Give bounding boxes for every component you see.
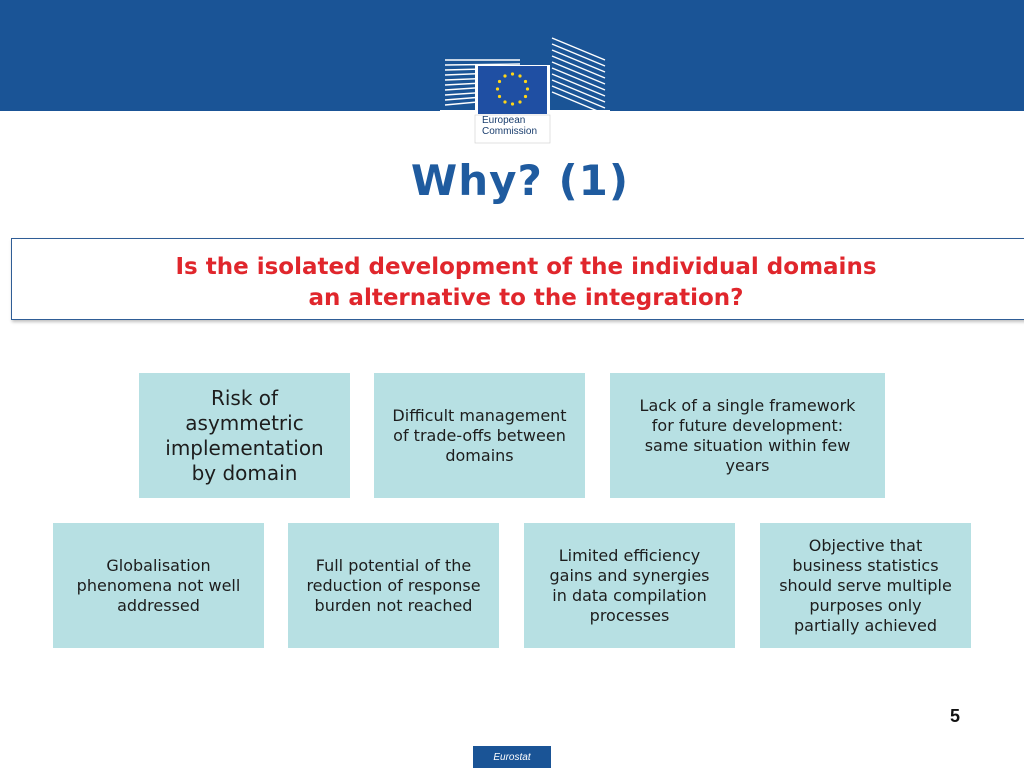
card-line: in data compilation bbox=[552, 585, 707, 605]
card-line: Lack of a single framework bbox=[639, 395, 856, 415]
card-line: reduction of response bbox=[306, 575, 481, 595]
card-line: burden not reached bbox=[314, 595, 473, 615]
card-line: partially achieved bbox=[793, 615, 937, 635]
question-text bbox=[11, 252, 1024, 314]
card-limited-efficiency bbox=[524, 523, 735, 648]
card-line: business statistics bbox=[792, 555, 939, 575]
card-line: by domain bbox=[191, 460, 298, 485]
card-risk-asymmetric bbox=[139, 373, 350, 498]
card-line: Difficult management bbox=[392, 405, 567, 425]
card-line: for future development: bbox=[651, 415, 844, 435]
card-response-burden bbox=[288, 523, 499, 648]
card-line: processes bbox=[589, 605, 670, 625]
card-line: domains bbox=[445, 445, 514, 465]
logo-text-line2: Commission bbox=[482, 126, 538, 137]
slide-title: Why? (1) bbox=[410, 156, 630, 205]
card-line: phenomena not well bbox=[76, 575, 241, 595]
card-line: addressed bbox=[117, 595, 200, 615]
logo-text bbox=[482, 115, 562, 137]
card-line: should serve multiple bbox=[779, 575, 952, 595]
question-line-2: an alternative to the integration? bbox=[308, 285, 744, 311]
card-line: of trade-offs between bbox=[393, 425, 566, 445]
card-lack-framework bbox=[610, 373, 885, 498]
card-line: purposes only bbox=[809, 595, 922, 615]
logo-text-line1: European bbox=[482, 115, 526, 126]
card-line: same situation within few bbox=[644, 435, 851, 455]
card-line: years bbox=[725, 455, 770, 475]
card-line: Objective that bbox=[808, 535, 923, 555]
question-line-1: Is the isolated development of the individual domains bbox=[175, 254, 877, 280]
card-difficult-management bbox=[374, 373, 585, 498]
eurostat-footer-tab: Eurostat bbox=[473, 746, 551, 768]
card-line: Limited efficiency bbox=[558, 545, 701, 565]
card-globalisation bbox=[53, 523, 264, 648]
card-line: asymmetric bbox=[185, 410, 304, 435]
card-line: Risk of bbox=[210, 385, 279, 410]
card-objective-statistics bbox=[760, 523, 971, 648]
card-line: Globalisation bbox=[106, 555, 211, 575]
card-line: implementation bbox=[165, 435, 324, 460]
card-line: Full potential of the bbox=[315, 555, 472, 575]
card-line: gains and synergies bbox=[549, 565, 710, 585]
page-number: 5 bbox=[949, 706, 960, 726]
